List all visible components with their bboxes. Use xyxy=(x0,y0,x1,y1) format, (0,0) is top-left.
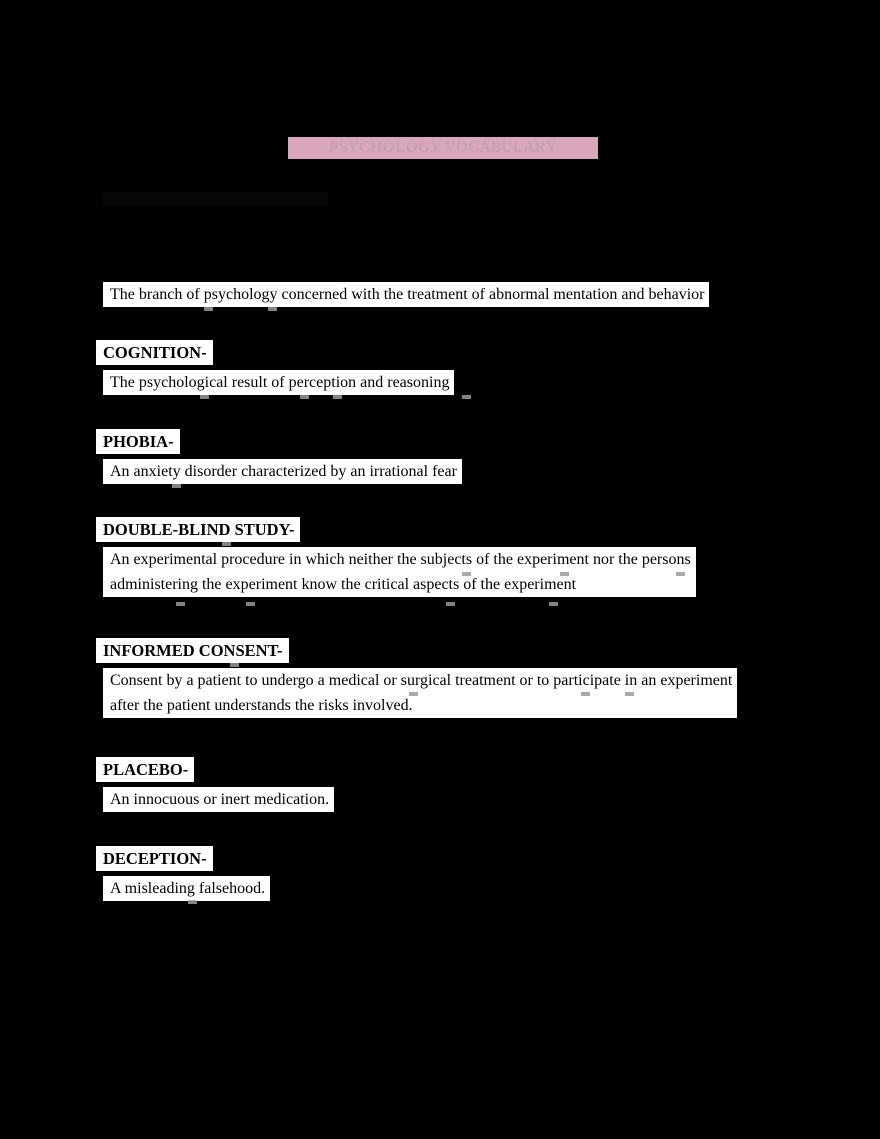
definition-text: The branch of psychology concerned with the treatment of abnormal mentation and behavior xyxy=(103,282,709,307)
definition-text: Consent by a patient to undergo a medical or surgical treatment or to participate in an experiment xyxy=(103,668,737,693)
spellcheck-mark-icon xyxy=(230,663,239,667)
definition-block xyxy=(103,787,334,812)
spellcheck-mark-icon xyxy=(300,395,309,399)
spellcheck-mark-icon xyxy=(549,602,558,606)
definition-text: The psychological result of perception and reasoning xyxy=(103,370,454,395)
list-item xyxy=(96,340,213,365)
term-label: PHOBIA- xyxy=(96,429,180,454)
spellcheck-mark-icon xyxy=(446,602,455,606)
spellcheck-mark-icon xyxy=(246,602,255,606)
spellcheck-mark-icon xyxy=(200,395,209,399)
spellcheck-mark-icon xyxy=(176,602,185,606)
definition-text: A misleading falsehood. xyxy=(103,876,270,901)
spellcheck-mark-icon xyxy=(462,572,471,576)
spellcheck-mark-icon xyxy=(676,572,685,576)
definition-text: administering the experiment know the critical aspects of the experiment xyxy=(103,572,696,597)
spellcheck-mark-icon xyxy=(409,692,418,696)
definition-block xyxy=(103,459,462,484)
spellcheck-mark-icon xyxy=(333,395,342,399)
faint-subtitle-line xyxy=(103,192,328,206)
list-item xyxy=(103,282,709,307)
definition-text: An experimental procedure in which neither the subjects of the experiment nor the persons xyxy=(103,547,696,572)
definition-text: An innocuous or inert medication. xyxy=(103,787,334,812)
term-label: COGNITION- xyxy=(96,340,213,365)
spellcheck-mark-icon xyxy=(581,692,590,696)
list-item xyxy=(96,846,213,871)
term-label: DECEPTION- xyxy=(96,846,213,871)
definition-block xyxy=(103,668,737,718)
definition-text: An anxiety disorder characterized by an irrational fear xyxy=(103,459,462,484)
spellcheck-mark-icon xyxy=(560,572,569,576)
list-item xyxy=(96,429,180,454)
list-item xyxy=(96,517,300,542)
spellcheck-mark-icon xyxy=(625,692,634,696)
term-label: INFORMED CONSENT- xyxy=(96,638,289,663)
definition-block xyxy=(103,547,696,597)
spellcheck-mark-icon xyxy=(462,395,471,399)
spellcheck-mark-icon xyxy=(204,307,213,311)
term-label: PLACEBO- xyxy=(96,757,194,782)
spellcheck-mark-icon xyxy=(268,307,277,311)
definition-block xyxy=(103,876,270,901)
term-label: DOUBLE-BLIND STUDY- xyxy=(96,517,300,542)
spellcheck-mark-icon xyxy=(172,484,181,488)
list-item xyxy=(96,638,289,663)
definition-block xyxy=(103,370,454,395)
page-title: PSYCHOLOGY VOCABULARY xyxy=(288,137,598,159)
definition-text: after the patient understands the risks involved. xyxy=(103,693,737,718)
list-item xyxy=(96,757,194,782)
spellcheck-mark-icon xyxy=(222,542,231,546)
spellcheck-mark-icon xyxy=(188,900,197,904)
